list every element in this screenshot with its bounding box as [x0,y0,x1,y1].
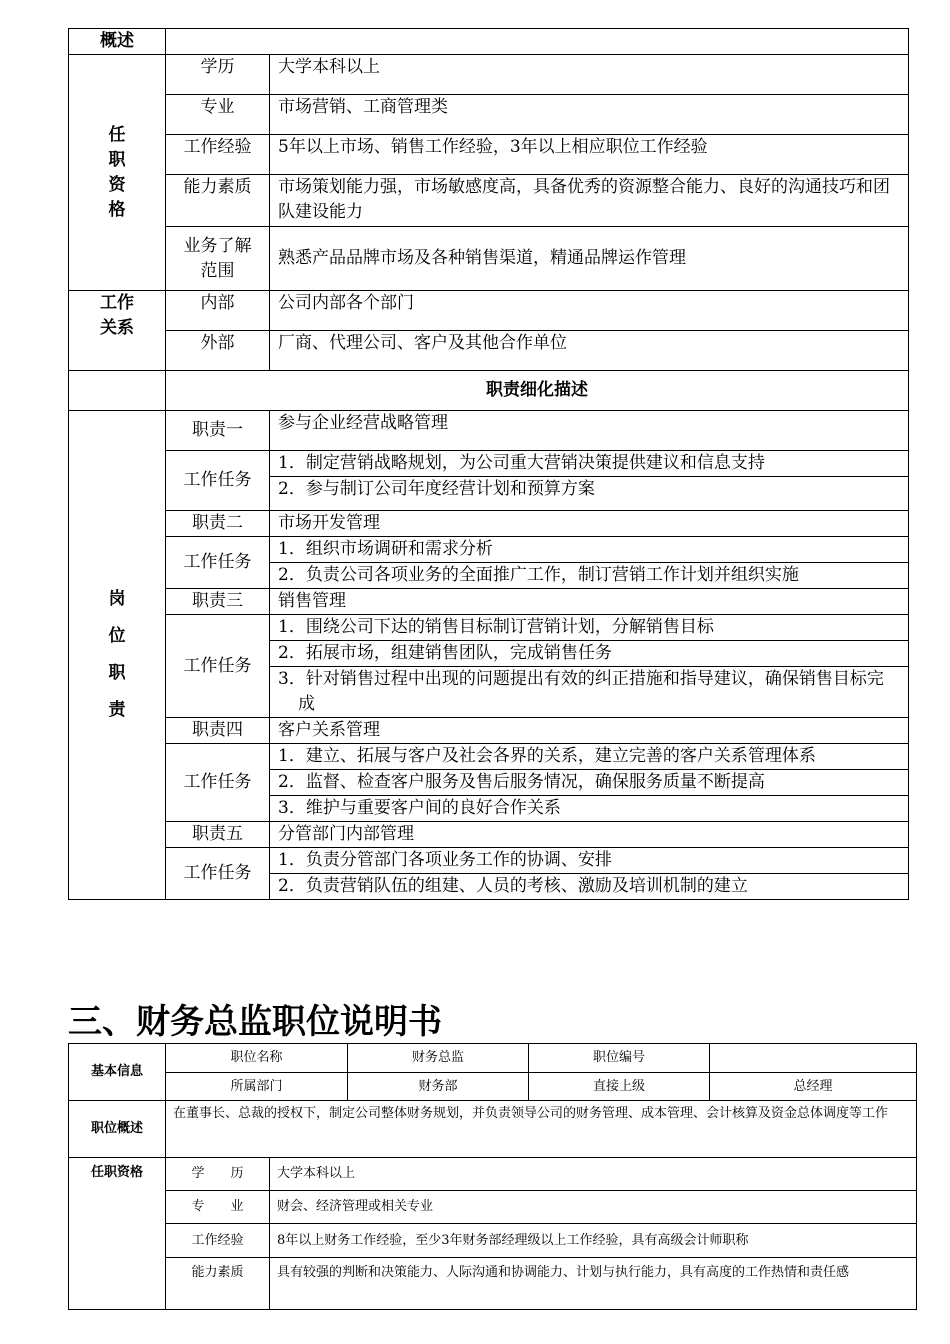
relation-label [69,291,166,371]
overview-label: 概述 [69,29,166,55]
relation-item-value: 公司内部各个部门 [270,291,909,331]
cfo-qual-item-value: 财会、经济管理或相关专业 [270,1191,917,1224]
duty-item-label: 职责二 [166,511,270,537]
qual-item-value: 熟悉产品品牌市场及各种销售渠道，精通品牌运作管理 [270,227,909,291]
qual-item-label: 能力素质 [166,175,270,227]
duty-item-title: 参与企业经营战略管理 [270,411,909,451]
task-label: 工作任务 [166,848,270,900]
qualification-label-char: 任 [108,124,126,145]
task-label: 工作任务 [166,451,270,511]
qual-item-label-line: 范围 [200,260,235,281]
task-item: 2．负责营销队伍的组建、人员的考核、激励及培训机制的建立 [270,874,909,900]
task-item: 1．负责分管部门各项业务工作的协调、安排 [270,848,909,874]
duty-item-title: 销售管理 [270,589,909,615]
cfo-qual-item-label: 专 业 [166,1191,270,1224]
qualification-label-char: 资 [108,174,126,195]
cfo-spec-table [68,1043,917,1310]
cfo-qual-item-value: 具有较强的判断和决策能力、人际沟通和协调能力、计划与执行能力，具有高度的工作热情和责任感 [270,1258,917,1310]
relation-item-label: 外部 [166,331,270,371]
cfo-qual-item-label: 能力素质 [166,1258,270,1310]
overview-value [166,29,909,55]
qual-item-value: 大学本科以上 [270,55,909,95]
duty-item-label: 职责四 [166,718,270,744]
section-title: 三、财务总监职位说明书 [68,1002,442,1042]
task-item: 3．维护与重要客户间的良好合作关系 [270,796,909,822]
task-item: 2．监督、检查客户服务及售后服务情况，确保服务质量不断提高 [270,770,909,796]
cfo-qual-item-value: 大学本科以上 [270,1158,917,1191]
task-label: 工作任务 [166,537,270,589]
job-spec-table [68,28,909,900]
cfo-qual-item-label: 工作经验 [166,1224,270,1258]
duty-header: 职责细化描述 [166,371,909,411]
qual-item-value: 市场营销、工商管理类 [270,95,909,135]
qual-item-value: 5年以上市场、销售工作经验，3年以上相应职位工作经验 [270,135,909,175]
duty-item-title: 市场开发管理 [270,511,909,537]
duty-label-char: 位 [108,626,126,646]
summary-value: 在董事长、总裁的授权下，制定公司整体财务规划，并负责领导公司的财务管理、成本管理、会计核算及资金总体调度等工作 [166,1101,917,1158]
position-no-label: 职位编号 [529,1044,710,1073]
task-item: 1．建立、拓展与客户及社会各界的关系，建立完善的客户关系管理体系 [270,744,909,770]
cfo-qual-item-value: 8年以上财务工作经验，至少3年财务部经理级以上工作经验，具有高级会计师职称 [270,1224,917,1258]
duty-label-char: 岗 [108,589,126,609]
task-item: 2．参与制订公司年度经营计划和预算方案 [270,477,909,511]
department-label: 所属部门 [166,1073,348,1101]
department-value: 财务部 [348,1073,529,1101]
qual-item-value: 市场策划能力强，市场敏感度高，具备优秀的资源整合能力、良好的沟通技巧和团队建设能力 [270,175,909,227]
task-item: 1．制定营销战略规划，为公司重大营销决策提供建议和信息支持 [270,451,909,477]
qual-item-label: 工作经验 [166,135,270,175]
task-label: 工作任务 [166,615,270,718]
duty-header-blank [69,371,166,411]
duty-item-title: 客户关系管理 [270,718,909,744]
duty-label-char: 职 [108,663,126,683]
duty-item-label: 职责三 [166,589,270,615]
relation-item-label: 内部 [166,291,270,331]
qualification-label-char: 职 [108,149,126,170]
task-item: 1．组织市场调研和需求分析 [270,537,909,563]
superior-label: 直接上级 [529,1073,710,1101]
relation-label-line: 工作 [100,293,134,313]
duty-label-char: 责 [108,700,126,720]
cfo-qualification-label: 任职资格 [69,1158,166,1310]
relation-item-value: 厂商、代理公司、客户及其他合作单位 [270,331,909,371]
task-item: 1．围绕公司下达的销售目标制订营销计划，分解销售目标 [270,615,909,641]
task-item: 3．针对销售过程中出现的问题提出有效的纠正措施和指导建议，确保销售目标完成 [270,667,909,718]
cfo-qual-item-label: 学 历 [166,1158,270,1191]
qual-item-label-line: 业务了解 [183,235,252,256]
qualification-label [69,55,166,291]
task-label: 工作任务 [166,744,270,822]
duty-item-title: 分管部门内部管理 [270,822,909,848]
position-name-label: 职位名称 [166,1044,348,1073]
duty-item-label: 职责五 [166,822,270,848]
qual-item-label [166,227,270,291]
qualification-label-char: 格 [108,199,126,220]
summary-label: 职位概述 [69,1101,166,1158]
superior-value: 总经理 [710,1073,917,1101]
position-no-value [710,1044,917,1073]
qual-item-label: 专业 [166,95,270,135]
basic-info-label: 基本信息 [69,1044,166,1101]
relation-label-line: 关系 [100,318,134,338]
duty-label [69,411,166,900]
position-name-value: 财务总监 [348,1044,529,1073]
duty-item-label: 职责一 [166,411,270,451]
task-item: 2．拓展市场，组建销售团队，完成销售任务 [270,641,909,667]
task-item: 2．负责公司各项业务的全面推广工作，制订营销工作计划并组织实施 [270,563,909,589]
qual-item-label: 学历 [166,55,270,95]
